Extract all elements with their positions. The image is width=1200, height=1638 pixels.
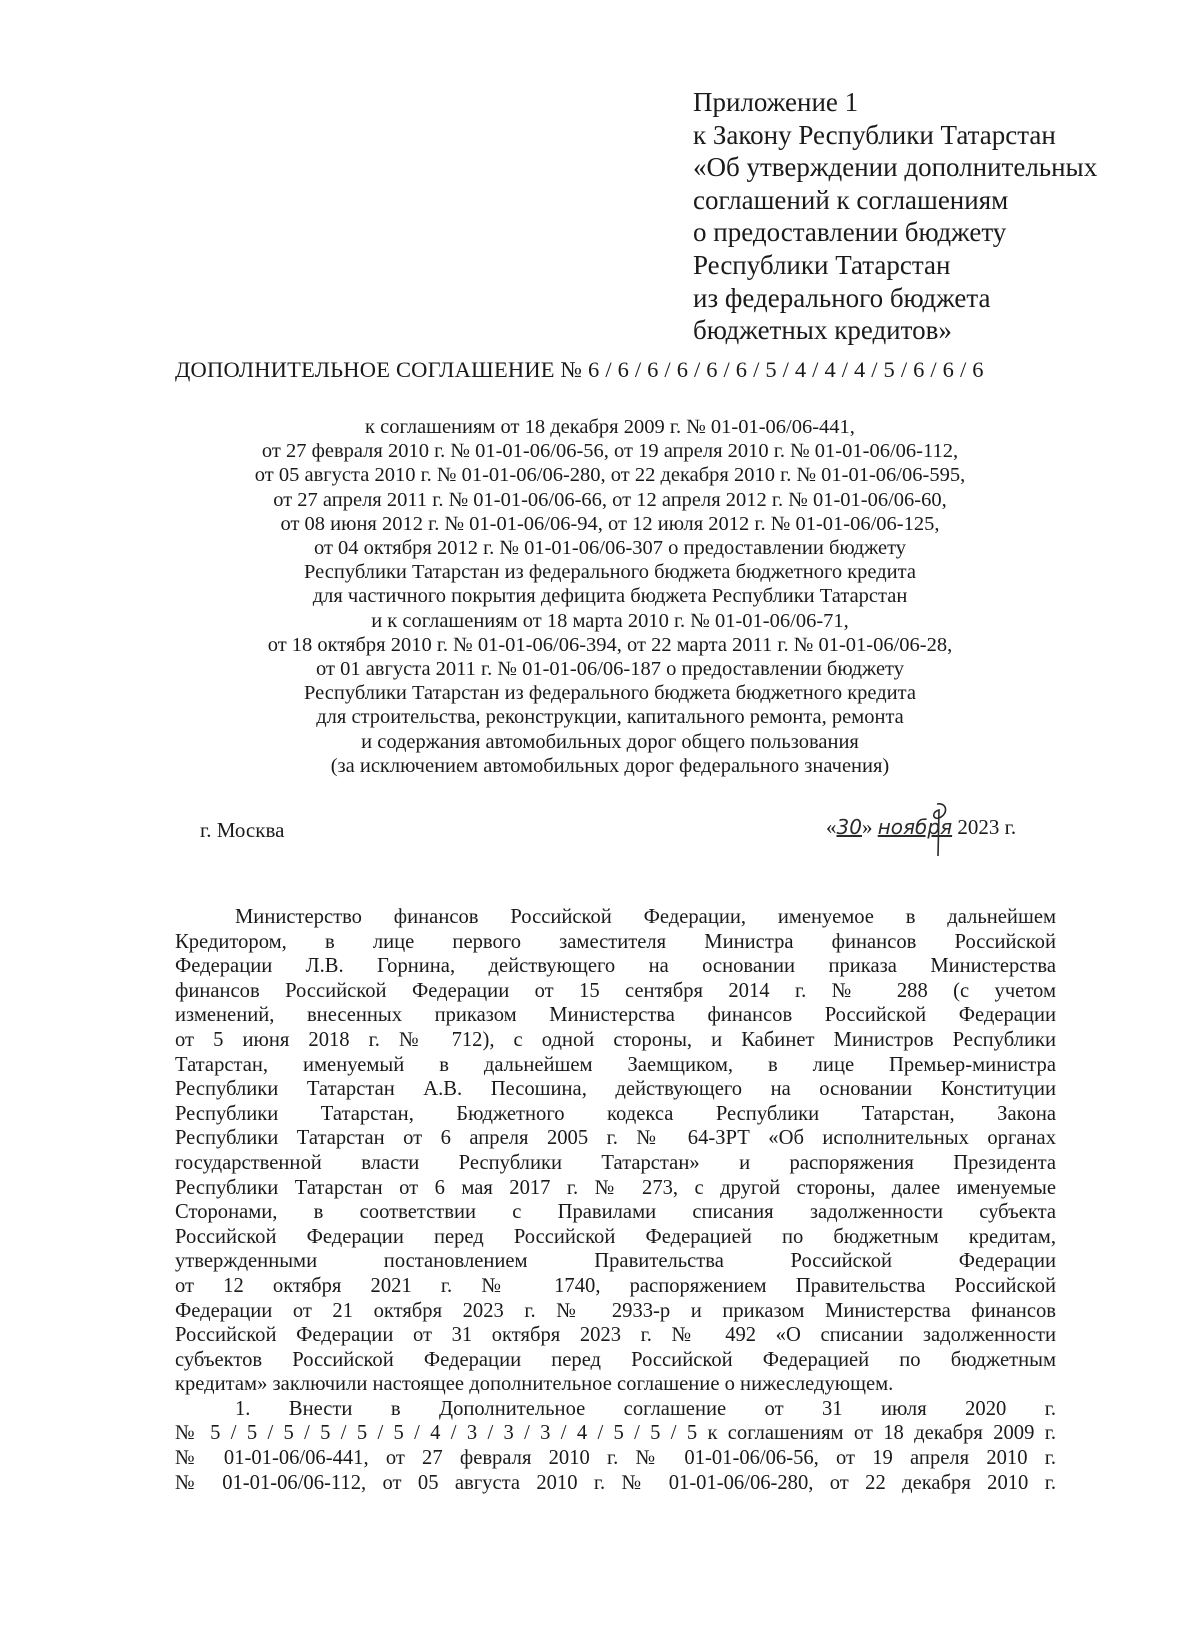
body-line: Российской Федерации от 31 октября 2023 г. № 492 «О списании задолженности: [175, 1324, 1056, 1347]
appendix-line: о предоставлении бюджету: [693, 217, 1007, 248]
reference-line: от 05 августа 2010 г. № 01-01-06/06-280, от 22 декабря 2010 г. № 01-01-06/06-595,: [254, 464, 966, 487]
appendix-line: соглашений к соглашениям: [693, 184, 1009, 215]
body-line: утвержденными постановлением Правительства Российской Федерации: [175, 1250, 1056, 1273]
body-line: Татарстан, именуемый в дальнейшем Заемщиком, в лице Премьер-министра: [175, 1053, 1056, 1076]
agreement-date: [826, 815, 1016, 840]
reference-line: для строительства, реконструкции, капитального ремонта, ремонта: [316, 706, 904, 729]
body-line: финансов Российской Федерации от 15 сентября 2014 г. № 288 (с учетом: [175, 979, 1056, 1002]
reference-line: от 27 февраля 2010 г. № 01-01-06/06-56, от 19 апреля 2010 г. № 01-01-06/06-112,: [261, 440, 959, 463]
reference-line: от 18 октября 2010 г. № 01-01-06/06-394, от 22 марта 2011 г. № 01-01-06/06-28,: [267, 633, 953, 656]
body-line: Республики Татарстан от 6 апреля 2005 г. № 64-ЗРТ «Об исполнительных органах: [175, 1127, 1056, 1150]
body-line: от 5 июня 2018 г. № 712), с одной стороны, и Кабинет Министров Республики: [175, 1028, 1056, 1051]
appendix-line: бюджетных кредитов»: [693, 315, 952, 346]
body-line: № 5 / 5 / 5 / 5 / 5 / 5 / 4 / 3 / 3 / 3 / 4 / 5 / 5 / 5 к соглашениям от 18 декабря 2009 г.: [175, 1422, 1056, 1445]
reference-line: от 27 апреля 2011 г. № 01-01-06/06-66, от 12 апреля 2012 г. № 01-01-06/06-60,: [273, 488, 947, 511]
date-day: 30: [836, 815, 862, 839]
reference-line: к соглашениям от 18 декабря 2009 г. № 01-01-06/06-441,: [365, 416, 855, 438]
body-line: субъектов Российской Федерации перед Российской Федерацией по бюджетным: [175, 1348, 1056, 1371]
body-line: Российской Федерации перед Российской Федерацией по бюджетным кредитам,: [175, 1225, 1056, 1248]
body-line: Республики Татарстан, Бюджетного кодекса Республики Татарстан, Закона: [175, 1102, 1056, 1125]
appendix-line: Республики Татарстан: [693, 249, 951, 280]
reference-line: от 04 октября 2012 г. № 01-01-06/06-307 о предоставлении бюджету: [313, 537, 907, 560]
appendix-line: «Об утверждении дополнительных: [693, 152, 1098, 183]
reference-line: и содержания автомобильных дорог общего пользования: [361, 730, 859, 753]
agreement-title: ДОПОЛНИТЕЛЬНОЕ СОГЛАШЕНИЕ № 6 / 6 / 6 / 6 / 6 / 6 / 5 / 4 / 4 / 4 / 5 / 6 / 6 / 6: [175, 357, 984, 382]
body-line: от 12 октября 2021 г. № 1740, распоряжением Правительства Российской: [175, 1274, 1056, 1297]
appendix-line: из федерального бюджета: [693, 282, 991, 313]
handwritten-mark-icon: [925, 800, 955, 860]
place-label: г. Москва: [200, 818, 285, 842]
reference-line: от 08 июня 2012 г. № 01-01-06/06-94, от 12 июля 2012 г. № 01-01-06/06-125,: [280, 512, 940, 535]
body-line: кредитам» заключили настоящее дополнительное соглашение о нижеследующем.: [175, 1373, 894, 1396]
agreement-body: [175, 905, 1056, 1495]
date-month: ноября: [877, 815, 953, 839]
date-close-quote: »: [861, 815, 873, 839]
reference-line: Республики Татарстан из федерального бюджета бюджетного кредита: [304, 561, 916, 584]
appendix-line: Приложение 1: [693, 87, 859, 117]
body-line: Федерации от 21 октября 2023 г. № 2933-р и приказом Министерства финансов: [175, 1299, 1056, 1322]
reference-line: и к соглашениям от 18 марта 2010 г. № 01-01-06/06-71,: [371, 609, 849, 632]
body-line: Кредитором, в лице первого заместителя Министра финансов Российской: [175, 930, 1056, 953]
reference-line: (за исключением автомобильных дорог федерального значения): [330, 754, 890, 777]
appendix-header: [693, 86, 1173, 347]
body-line: № 01-01-06/06-112, от 05 августа 2010 г. № 01-01-06/06-280, от 22 декабря 2010 г.: [175, 1471, 1056, 1494]
body-line: Республики Татарстан А.В. Песошина, действующего на основании Конституции: [175, 1078, 1056, 1101]
date-open-quote: «: [826, 815, 837, 839]
body-line: изменений, внесенных приказом Министерства финансов Российской Федерации: [175, 1004, 1056, 1027]
body-line: Республики Татарстан от 6 мая 2017 г. № 273, с другой стороны, далее именуемые: [175, 1176, 1056, 1199]
appendix-line: к Закону Республики Татарстан: [693, 119, 1056, 150]
body-line: № 01-01-06/06-441, от 27 февраля 2010 г. № 01-01-06/06-56, от 19 апреля 2010 г.: [175, 1447, 1056, 1470]
reference-line: Республики Татарстан из федерального бюджета бюджетного кредита: [304, 682, 916, 705]
date-year: 2023 г.: [957, 815, 1017, 839]
reference-line: для частичного покрытия дефицита бюджета Республики Татарстан: [312, 585, 908, 608]
body-line: Министерство финансов Российской Федерации, именуемое в дальнейшем: [235, 906, 1056, 928]
body-line: Сторонами, в соответствии с Правилами списания задолженности субъекта: [175, 1201, 1056, 1224]
body-line: 1. Внести в Дополнительное соглашение от 31 июля 2020 г.: [235, 1397, 1056, 1420]
reference-line: от 01 августа 2011 г. № 01-01-06/06-187 о предоставлении бюджету: [316, 658, 904, 681]
body-line: Федерации Л.В. Горнина, действующего на основании приказа Министерства: [175, 955, 1056, 978]
body-line: государственной власти Республики Татарстан» и распоряжения Президента: [175, 1151, 1056, 1174]
agreement-reference: [150, 415, 1070, 778]
